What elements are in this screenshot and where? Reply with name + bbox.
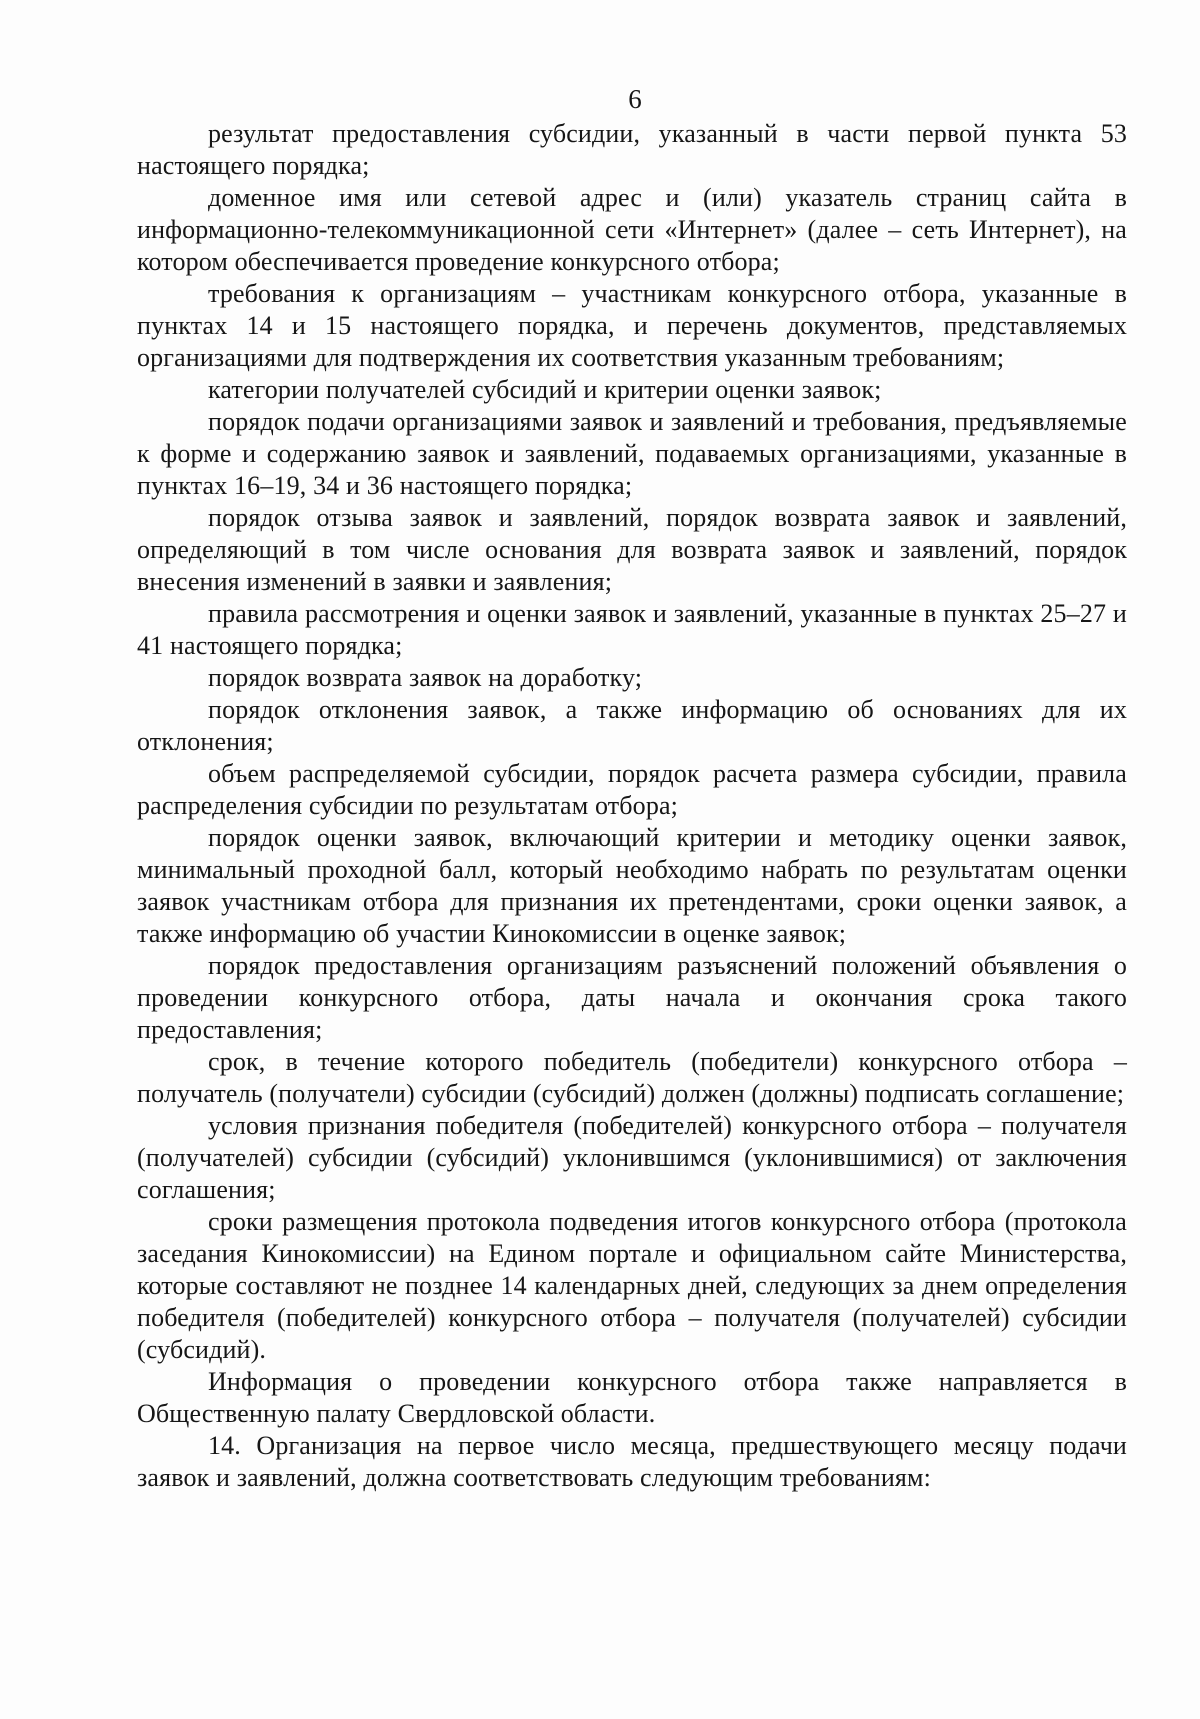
paragraph-result: результат предоставления субсидии, указанный в части первой пункта 53 настоящего порядка; — [137, 119, 1127, 180]
page-number: 6 — [628, 84, 642, 114]
paragraph-subsidy-volume: объем распределяемой субсидии, порядок расчета размера субсидии, правила распределения субсидии по результатам отбора; — [137, 759, 1127, 820]
paragraph-signing-deadline: срок, в течение которого победитель (победители) конкурсного отбора – получатель (получатели) субсидии (субсидий) должен (должны) подписать соглашение; — [137, 1047, 1127, 1108]
paragraph-return-for-revision: порядок возврата заявок на доработку; — [208, 663, 643, 692]
paragraph-public-chamber: Информация о проведении конкурсного отбора также направляется в Общественную палату Свердловской области. — [137, 1367, 1127, 1428]
document-body — [137, 118, 1127, 1494]
paragraph-review-rules: правила рассмотрения и оценки заявок и заявлений, указанные в пунктах 25–27 и 41 настоящего порядка; — [137, 599, 1127, 660]
paragraph-protocol-deadlines: сроки размещения протокола подведения итогов конкурсного отбора (протокола заседания Кинокомиссии) на Едином портале и официальном сайте Министерства, которые составляют не позднее 14 календарных дней, следующих за днем определения победителя (победителей) конкурсного отбора – получателя (получателей) субсидии (субсидий). — [137, 1207, 1127, 1364]
paragraph-evasion-conditions: условия признания победителя (победителей) конкурсного отбора – получателя (получателей) субсидии (субсидий) уклонившимся (уклонившимися) от заключения соглашения; — [137, 1111, 1127, 1204]
paragraph-evaluation-procedure: порядок оценки заявок, включающий критерии и методику оценки заявок, минимальный проходной балл, который необходимо набрать по результатам оценки заявок участникам отбора для признания их претендентами, сроки оценки заявок, а также информацию об участии Кинокомиссии в оценке заявок; — [137, 823, 1127, 948]
paragraph-domain-name: доменное имя или сетевой адрес и (или) указатель страниц сайта в информационно-телекоммуникационной сети «Интернет» (далее – сеть Интернет), на котором обеспечивается проведение конкурсного отбора; — [137, 183, 1127, 276]
paragraph-categories: категории получателей субсидий и критерии оценки заявок; — [208, 375, 882, 404]
paragraph-requirements: требования к организациям – участникам конкурсного отбора, указанные в пунктах 14 и 15 настоящего порядка, и перечень документов, представляемых организациями для подтверждения их соответствия указанным требованиям; — [137, 279, 1127, 372]
paragraph-clarifications: порядок предоставления организациям разъяснений положений объявления о проведении конкурсного отбора, даты начала и окончания срока такого предоставления; — [137, 951, 1127, 1044]
paragraph-rejection-procedure: порядок отклонения заявок, а также информацию об основаниях для их отклонения; — [137, 695, 1127, 756]
paragraph-item-14: 14. Организация на первое число месяца, предшествующего месяцу подачи заявок и заявлений, должна соответствовать следующим требованиям: — [137, 1431, 1127, 1492]
paragraph-withdrawal-procedure: порядок отзыва заявок и заявлений, порядок возврата заявок и заявлений, определяющий в том числе основания для возврата заявок и заявлений, порядок внесения изменений в заявки и заявления; — [137, 503, 1127, 596]
paragraph-submission-procedure: порядок подачи организациями заявок и заявлений и требования, предъявляемые к форме и содержанию заявок и заявлений, подаваемых организациями, указанные в пунктах 16–19, 34 и 36 настоящего порядка; — [137, 407, 1127, 500]
